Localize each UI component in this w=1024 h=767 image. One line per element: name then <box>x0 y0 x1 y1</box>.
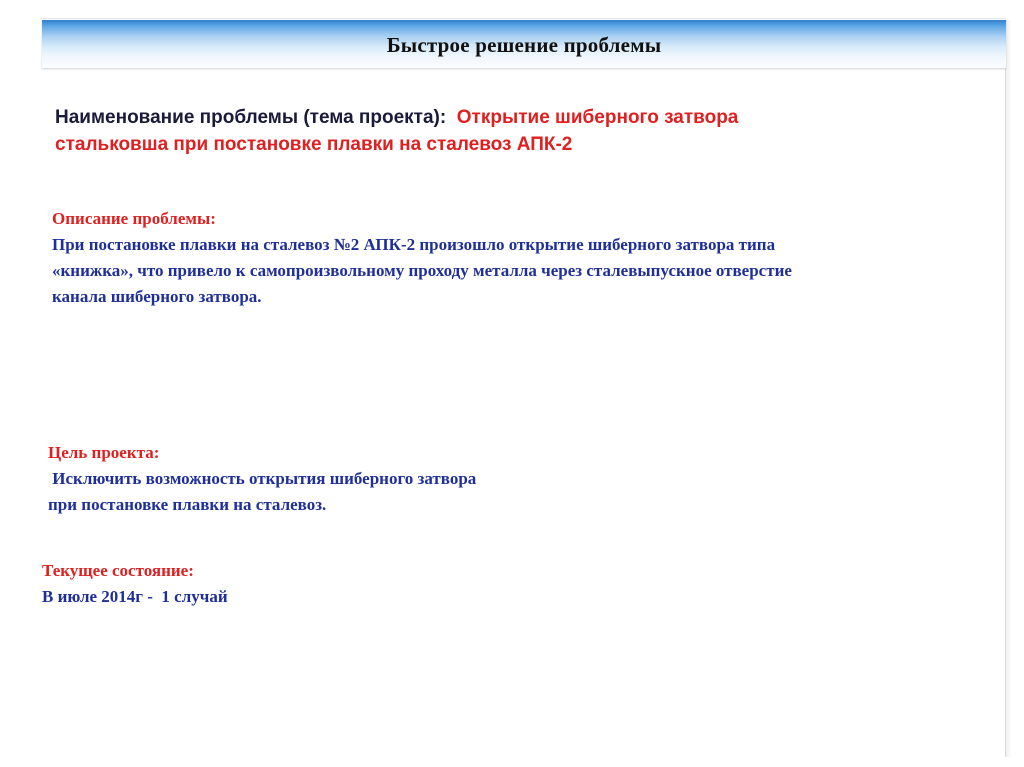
status-line: В июле 2014г - 1 случай <box>42 587 228 606</box>
description-block <box>52 206 952 310</box>
problem-name-label: Наименование проблемы (тема проекта): <box>55 107 447 128</box>
goal-block <box>48 440 648 518</box>
problem-name-block <box>55 104 935 158</box>
problem-name-value-line1: Открытие шиберного затвора <box>456 107 739 128</box>
status-heading: Текущее состояние: <box>42 561 194 580</box>
goal-heading: Цель проекта: <box>48 443 160 462</box>
frame-top-line <box>40 18 1006 19</box>
status-block <box>42 558 642 610</box>
problem-name-value-line2: стальковша при постановке плавки на сталевоз АПК-2 <box>55 134 573 155</box>
description-line: канала шиберного затвора. <box>52 287 262 306</box>
goal-line: при постановке плавки на сталевоз. <box>48 495 327 514</box>
slide-title: Быстрое решение проблемы <box>386 33 662 57</box>
description-line: «книжка», что привело к самопроизвольному проходу металла через сталевыпускное отверстие <box>52 261 792 280</box>
description-line: При постановке плавки на сталевоз №2 АПК-2 произошло открытие шиберного затвора типа <box>52 235 776 254</box>
header-band <box>42 20 1006 68</box>
goal-line: Исключить возможность открытия шиберного затвора <box>48 469 477 488</box>
description-heading: Описание проблемы: <box>52 209 216 228</box>
frame-right-shadow <box>1006 20 1012 757</box>
